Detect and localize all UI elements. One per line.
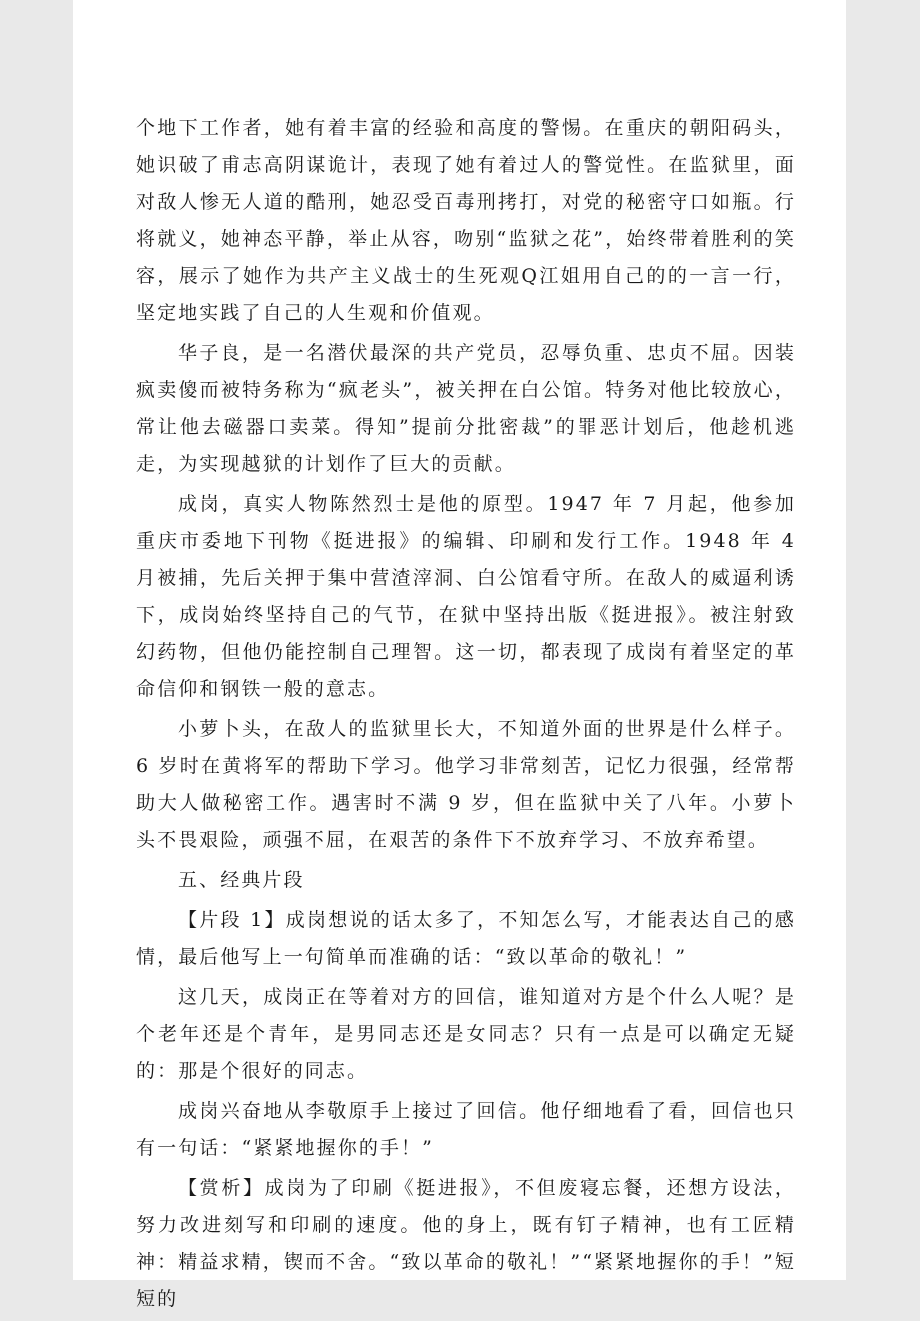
paragraph-receive-reply: 成岗兴奋地从李敬原手上接过了回信。他仔细地看了看，回信也只有一句话：“紧紧地握你的手！” <box>136 1100 796 1159</box>
paragraph-appreciation: 【赏析】成岗为了印刷《挺进报》，不但废寝忘餐，还想方设法，努力改进刻写和印刷的速度。他的身上，既有钉子精神，也有工匠精神：精益求精，锲而不舍。“致以革命的敬礼！”“紧紧地握你的手！”短短的 <box>136 1177 796 1310</box>
paragraph-jiangjie-continued: 个地下工作者，她有着丰富的经验和高度的警惕。在重庆的朝阳码头，她识破了甫志高阴谋诡计，表现了她有着过人的警觉性。在监狱里，面对敌人惨无人道的酷刑，她忍受百毒刑拷打，对党的秘密守口如瓶。行将就义，她神态平静，举止从容，吻别“监狱之花”，始终带着胜利的笑容，展示了她作为共产主义战士的生死观Q江姐用自己的的一言一行，坚定地实践了自己的人生观和价值观。 <box>136 117 796 324</box>
paragraph-xiao-luobotou: 小萝卜头，在敌人的监狱里长大，不知道外面的世界是什么样子。6 岁时在黄将军的帮助下学习。他学习非常刻苦，记忆力很强，经常帮助大人做秘密工作。遇害时不满 9 岁，但在监狱中关了八年。小萝卜头不畏艰险，顽强不屈，在艰苦的条件下不放弃学习、不放弃希望。 <box>136 718 796 851</box>
paragraph-excerpt-1: 【片段 1】成岗想说的话太多了，不知怎么写，才能表达自己的感情，最后他写上一句简单而准确的话：“致以革命的敬礼！” <box>136 909 796 968</box>
paragraph-hua-ziliang: 华子良，是一名潜伏最深的共产党员，忍辱负重、忠贞不屈。因装疯卖傻而被特务称为“疯老头”，被关押在白公馆。特务对他比较放心，常让他去磁器口卖菜。得知”提前分批密裁”的罪恶计划后，他趁机逃走，为实现越狱的计划作了巨大的贡献。 <box>136 342 796 475</box>
document-body <box>136 110 796 1321</box>
document-page <box>73 0 846 1310</box>
section-heading-classic-excerpts: 五、经典片段 <box>178 869 305 891</box>
paragraph-cheng-gang: 成岗，真实人物陈然烈士是他的原型。1947 年 7 月起，他参加重庆市委地下刊物《挺进报》的编辑、印刷和发行工作。1948 年 4 月被捕，先后关押于集中营渣滓洞、白公馆看守所。在敌人的威逼利诱下，成岗始终坚持自己的气节，在狱中坚持出版《挺进报》。被注射致幻药物，但他仍能控制自己理智。这一切，都表现了成岗有着坚定的革命信仰和钢铁一般的意志。 <box>136 493 796 700</box>
paragraph-waiting-reply: 这几天，成岗正在等着对方的回信，谁知道对方是个什么人呢？是个老年还是个青年，是男同志还是女同志？只有一点是可以确定无疑的：那是个很好的同志。 <box>136 986 796 1082</box>
